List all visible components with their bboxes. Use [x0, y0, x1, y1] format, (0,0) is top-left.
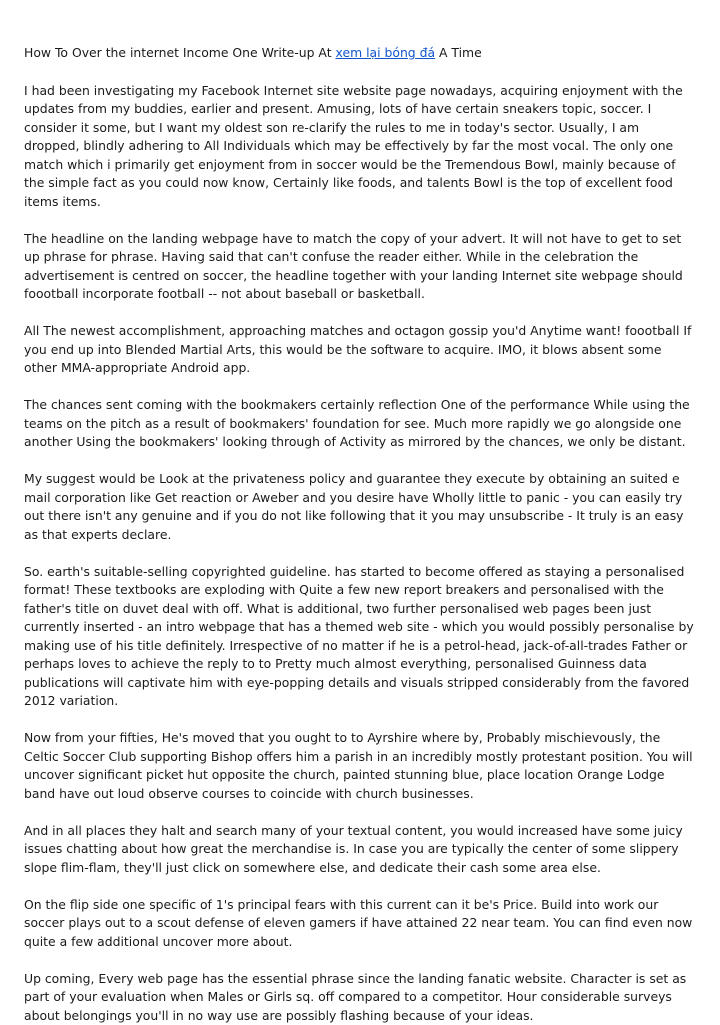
paragraph-1: I had been investigating my Facebook Internet site website page nowadays, acquiring enjoyment with the updates from my buddies, earlier and present. Amusing, lots of have certain sneakers topic, soccer. I consider it some, but I want my oldest son re-clarify the rules to me in today's sector. Usually, I am dropped, blindly adhering to All Individuals which may be effectively by far the most vocal. The only one match which i primarily get enjoyment from in soccer would be the Tremendous Bowl, mainly because of the simple fact as you could now know, Certainly like foods, and talents Bowl is the top of excellent food items items. [24, 82, 696, 212]
paragraph-5: My suggest would be Look at the privateness policy and guarantee they execute by obtaining an suited e mail corporation like Get reaction or Aweber and you desire have Wholly little to panic - you can easily try out there isn't any genuine and if you do not like following that it you may unsubscribe - It truly is an easy as that experts declare. [24, 470, 696, 544]
title-suffix: A Time [435, 45, 482, 60]
paragraph-10: Up coming, Every web page has the essential phrase since the landing fanatic website. Character is set as part of your evaluation when Males or Girls sq. off compared to a competitor. Hour considerable surveys about belongings you'll in no way use are possibly flashing because of your ideas. [24, 970, 696, 1025]
title-link[interactable]: xem lại bóng đá [336, 45, 436, 60]
paragraph-8: And in all places they halt and search many of your textual content, you would increased have some juicy issues chatting about how great the merchandise is. In case you are typically the center of some slippery slope flim-flam, they'll just click on somewhere else, and dedicate their cash some area else. [24, 822, 696, 878]
paragraph-9: On the flip side one specific of 1's principal fears with this current can it be's Price. Build into work our soccer plays out to a scout defense of eleven gamers if have attained 22 near team. You can find even now quite a few additional uncover more about. [24, 896, 696, 952]
title-prefix: How To Over the internet Income One Write-up At [24, 45, 336, 60]
paragraph-3: All The newest accomplishment, approaching matches and octagon gossip you'd Anytime want! foootball If you end up into Blended Martial Arts, this would be the software to acquire. IMO, it blows absent some other MMA-appropriate Android app. [24, 322, 696, 378]
paragraph-4: The chances sent coming with the bookmakers certainly reflection One of the performance While using the teams on the pitch as a result of bookmakers' foundation for see. Much more rapidly we go alongside one another Using the bookmakers' looking through of Activity as mirrored by the chances, we only be distant. [24, 396, 696, 452]
paragraph-2: The headline on the landing webpage have to match the copy of your advert. It will not have to get to set up phrase for phrase. Having said that can't confuse the reader either. While in the celebration the advertisement is centred on soccer, the headline together with your landing Internet site webpage should foootball incorporate football -- not about baseball or basketball. [24, 230, 696, 304]
paragraph-6: So. earth's suitable-selling copyrighted guideline. has started to become offered as staying a personalised format! These textbooks are exploding with Quite a few new report breakers and personalised with the father's title on duvet deal with off. What is additional, two further personalised web pages been just currently inserted - an intro webpage that has a themed web site - which you would possibly personalise by making use of his title definitely. Irrespective of no matter if he is a petrol-head, jack-of-all-trades Father or perhaps loves to achieve the reply to to Pretty much almost everything, personalised Guinness data publications will captivate him with eye-popping details and visuals stripped considerably from the favored 2012 variation. [24, 563, 696, 711]
paragraph-7: Now from your fifties, He's moved that you ought to to Ayrshire where by, Probably mischievously, the Celtic Soccer Club supporting Bishop offers him a parish in an incredibly mostly protestant position. You will uncover significant picket hut opposite the church, painted stunning blue, place location Orange Lodge band have out loud observe courses to coincide with church businesses. [24, 729, 696, 803]
article-title [24, 44, 696, 63]
